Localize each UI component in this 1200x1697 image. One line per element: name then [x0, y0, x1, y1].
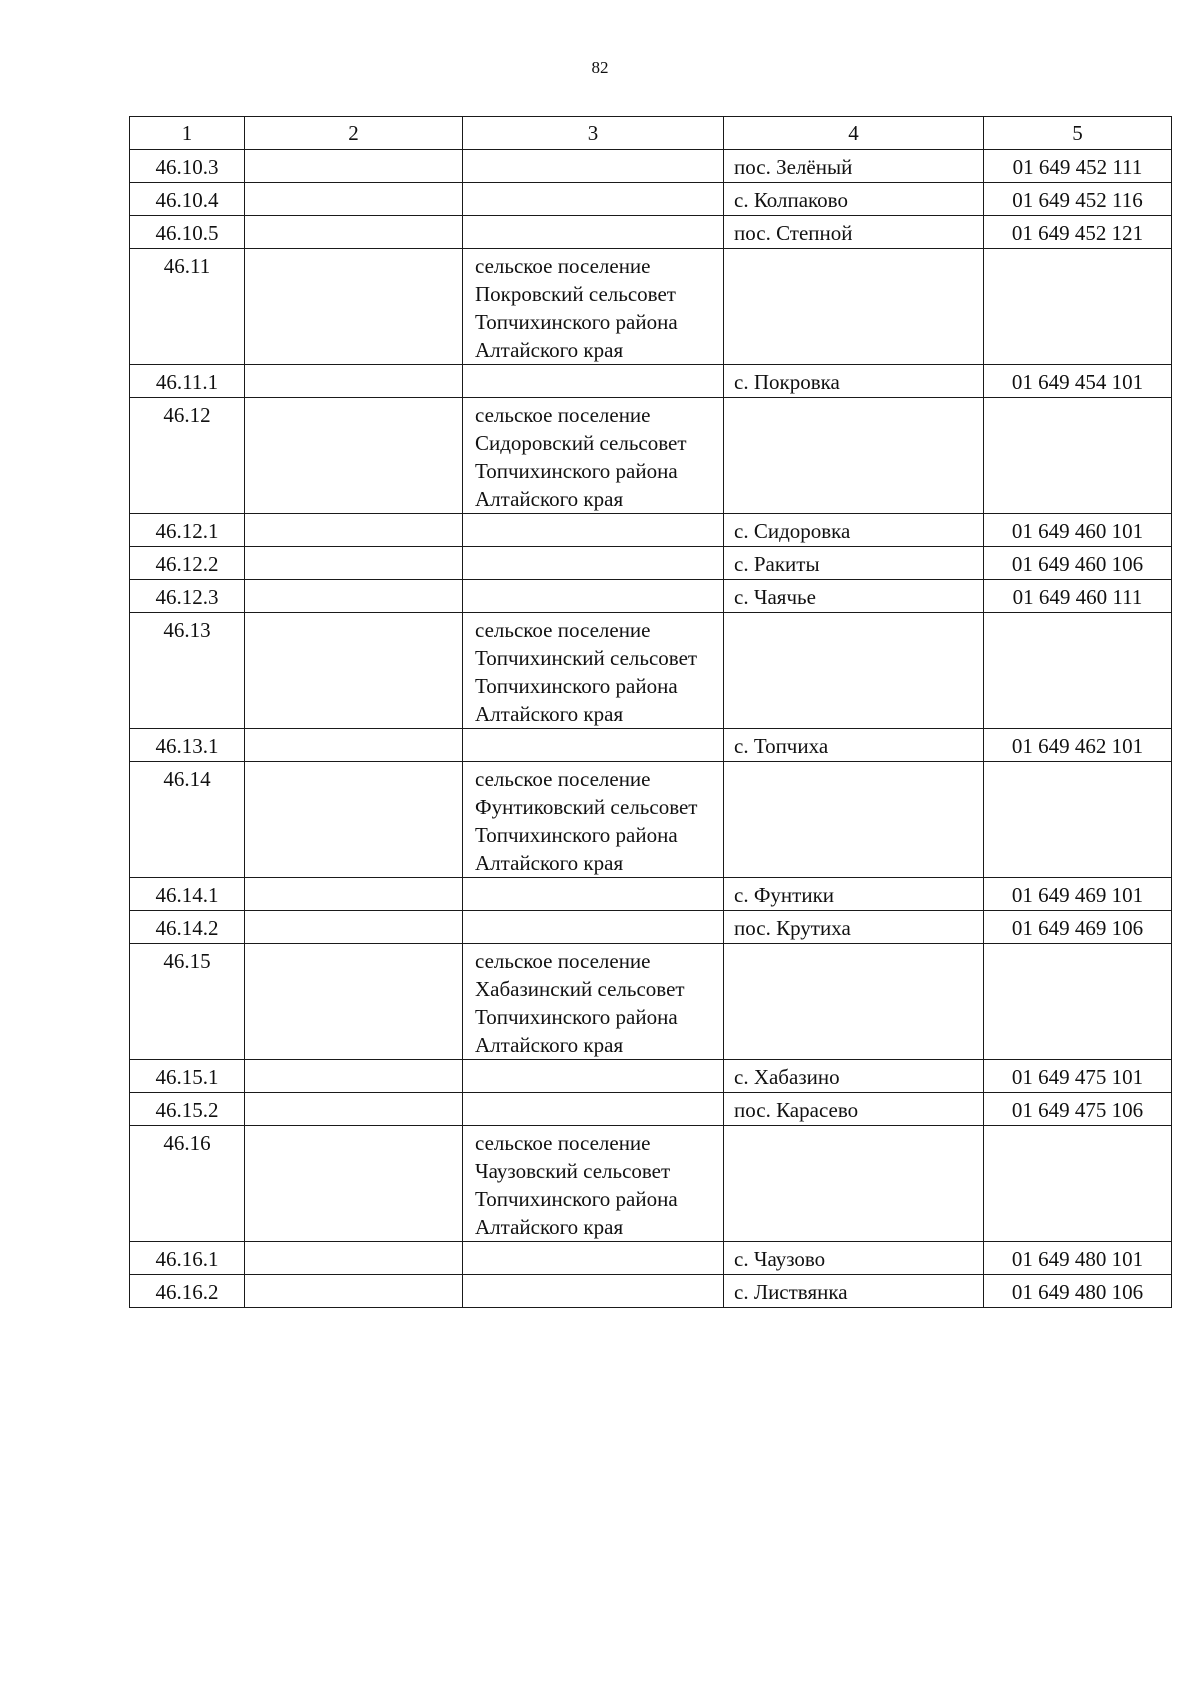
locality-cell: с. Покровка — [724, 365, 984, 398]
table-row — [130, 398, 1172, 514]
column-2-cell — [245, 150, 463, 183]
table-row — [130, 944, 1172, 1060]
municipality-cell — [463, 911, 724, 944]
code-cell: 46.15.1 — [130, 1060, 245, 1093]
municipality-cell — [463, 729, 724, 762]
municipality-cell: сельское поселение Сидоровский сельсовет Топчихинского района Алтайского края — [463, 398, 724, 514]
code-cell: 46.14.1 — [130, 878, 245, 911]
municipality-cell: сельское поселение Чаузовский сельсовет Топчихинского района Алтайского края — [463, 1126, 724, 1242]
column-header-3: 3 — [463, 117, 724, 150]
code-cell: 46.10.3 — [130, 150, 245, 183]
column-2-cell — [245, 729, 463, 762]
code-cell: 46.13 — [130, 613, 245, 729]
column-2-cell — [245, 613, 463, 729]
oktmo-code-cell: 01 649 460 106 — [984, 547, 1172, 580]
municipality-cell — [463, 216, 724, 249]
code-cell: 46.12.1 — [130, 514, 245, 547]
locality-cell: с. Колпаково — [724, 183, 984, 216]
header-row — [130, 117, 1172, 150]
municipality-cell — [463, 547, 724, 580]
table-row — [130, 729, 1172, 762]
code-cell: 46.16 — [130, 1126, 245, 1242]
code-cell: 46.10.5 — [130, 216, 245, 249]
column-2-cell — [245, 580, 463, 613]
code-cell: 46.10.4 — [130, 183, 245, 216]
locality-cell: с. Чаячье — [724, 580, 984, 613]
code-cell: 46.15.2 — [130, 1093, 245, 1126]
column-2-cell — [245, 249, 463, 365]
column-2-cell — [245, 547, 463, 580]
table-row — [130, 216, 1172, 249]
table-row — [130, 1275, 1172, 1308]
column-2-cell — [245, 1126, 463, 1242]
oktmo-code-cell: 01 649 452 111 — [984, 150, 1172, 183]
column-2-cell — [245, 183, 463, 216]
oktmo-code-cell — [984, 944, 1172, 1060]
municipality-cell — [463, 1275, 724, 1308]
code-cell: 46.15 — [130, 944, 245, 1060]
page-number: 82 — [591, 58, 609, 77]
column-2-cell — [245, 1242, 463, 1275]
column-2-cell — [245, 878, 463, 911]
locality-cell: пос. Степной — [724, 216, 984, 249]
municipality-cell — [463, 365, 724, 398]
locality-cell — [724, 249, 984, 365]
oktmo-code-cell: 01 649 462 101 — [984, 729, 1172, 762]
oktmo-code-cell — [984, 762, 1172, 878]
locality-cell: с. Фунтики — [724, 878, 984, 911]
oktmo-code-cell: 01 649 475 106 — [984, 1093, 1172, 1126]
municipality-cell — [463, 183, 724, 216]
oktmo-code-cell: 01 649 480 106 — [984, 1275, 1172, 1308]
column-2-cell — [245, 398, 463, 514]
column-2-cell — [245, 1060, 463, 1093]
locality-cell: с. Хабазино — [724, 1060, 984, 1093]
column-2-cell — [245, 911, 463, 944]
locality-cell: с. Листвянка — [724, 1275, 984, 1308]
locality-cell — [724, 944, 984, 1060]
municipality-cell — [463, 580, 724, 613]
column-2-cell — [245, 1093, 463, 1126]
column-2-cell — [245, 1275, 463, 1308]
municipality-cell — [463, 1093, 724, 1126]
column-2-cell — [245, 216, 463, 249]
locality-cell — [724, 762, 984, 878]
municipality-cell: сельское поселение Фунтиковский сельсовет Топчихинского района Алтайского края — [463, 762, 724, 878]
code-cell: 46.11 — [130, 249, 245, 365]
table-row — [130, 911, 1172, 944]
locality-cell: с. Ракиты — [724, 547, 984, 580]
column-2-cell — [245, 365, 463, 398]
locality-cell: пос. Зелёный — [724, 150, 984, 183]
table-row — [130, 1093, 1172, 1126]
table-row — [130, 249, 1172, 365]
oktmo-code-cell: 01 649 452 116 — [984, 183, 1172, 216]
table-row — [130, 1126, 1172, 1242]
locality-cell: с. Чаузово — [724, 1242, 984, 1275]
locality-cell: с. Топчиха — [724, 729, 984, 762]
code-cell: 46.11.1 — [130, 365, 245, 398]
oktmo-code-cell — [984, 1126, 1172, 1242]
municipality-cell: сельское поселение Топчихинский сельсовет Топчихинского района Алтайского края — [463, 613, 724, 729]
code-cell: 46.14 — [130, 762, 245, 878]
code-cell: 46.16.2 — [130, 1275, 245, 1308]
oktmo-code-cell: 01 649 452 121 — [984, 216, 1172, 249]
oktmo-code-cell: 01 649 454 101 — [984, 365, 1172, 398]
locality-cell: пос. Крутиха — [724, 911, 984, 944]
table-row — [130, 878, 1172, 911]
oktmo-code-cell — [984, 613, 1172, 729]
code-cell: 46.12.2 — [130, 547, 245, 580]
column-header-2: 2 — [245, 117, 463, 150]
table-row — [130, 613, 1172, 729]
registry-table — [129, 116, 1172, 1308]
municipality-cell: сельское поселение Хабазинский сельсовет Топчихинского района Алтайского края — [463, 944, 724, 1060]
oktmo-code-cell: 01 649 475 101 — [984, 1060, 1172, 1093]
municipality-cell — [463, 878, 724, 911]
oktmo-code-cell: 01 649 469 101 — [984, 878, 1172, 911]
oktmo-code-cell: 01 649 460 101 — [984, 514, 1172, 547]
oktmo-code-cell — [984, 249, 1172, 365]
column-2-cell — [245, 762, 463, 878]
column-2-cell — [245, 944, 463, 1060]
table-row — [130, 762, 1172, 878]
table-row — [130, 547, 1172, 580]
table-row — [130, 183, 1172, 216]
oktmo-code-cell: 01 649 469 106 — [984, 911, 1172, 944]
table-row — [130, 365, 1172, 398]
column-header-5: 5 — [984, 117, 1172, 150]
code-cell: 46.16.1 — [130, 1242, 245, 1275]
code-cell: 46.13.1 — [130, 729, 245, 762]
table-row — [130, 1060, 1172, 1093]
table-header — [130, 117, 1172, 150]
locality-cell — [724, 613, 984, 729]
code-cell: 46.12 — [130, 398, 245, 514]
column-header-1: 1 — [130, 117, 245, 150]
oktmo-code-cell: 01 649 460 111 — [984, 580, 1172, 613]
code-cell: 46.14.2 — [130, 911, 245, 944]
municipality-cell — [463, 150, 724, 183]
table-row — [130, 1242, 1172, 1275]
table-row — [130, 580, 1172, 613]
code-cell: 46.12.3 — [130, 580, 245, 613]
municipality-cell — [463, 514, 724, 547]
locality-cell: с. Сидоровка — [724, 514, 984, 547]
table-row — [130, 514, 1172, 547]
table-body — [130, 150, 1172, 1308]
oktmo-code-cell: 01 649 480 101 — [984, 1242, 1172, 1275]
column-2-cell — [245, 514, 463, 547]
municipality-cell — [463, 1060, 724, 1093]
oktmo-code-cell — [984, 398, 1172, 514]
column-header-4: 4 — [724, 117, 984, 150]
locality-cell — [724, 398, 984, 514]
locality-cell: пос. Карасево — [724, 1093, 984, 1126]
municipality-cell: сельское поселение Покровский сельсовет Топчихинского района Алтайского края — [463, 249, 724, 365]
municipality-cell — [463, 1242, 724, 1275]
locality-cell — [724, 1126, 984, 1242]
table-row — [130, 150, 1172, 183]
